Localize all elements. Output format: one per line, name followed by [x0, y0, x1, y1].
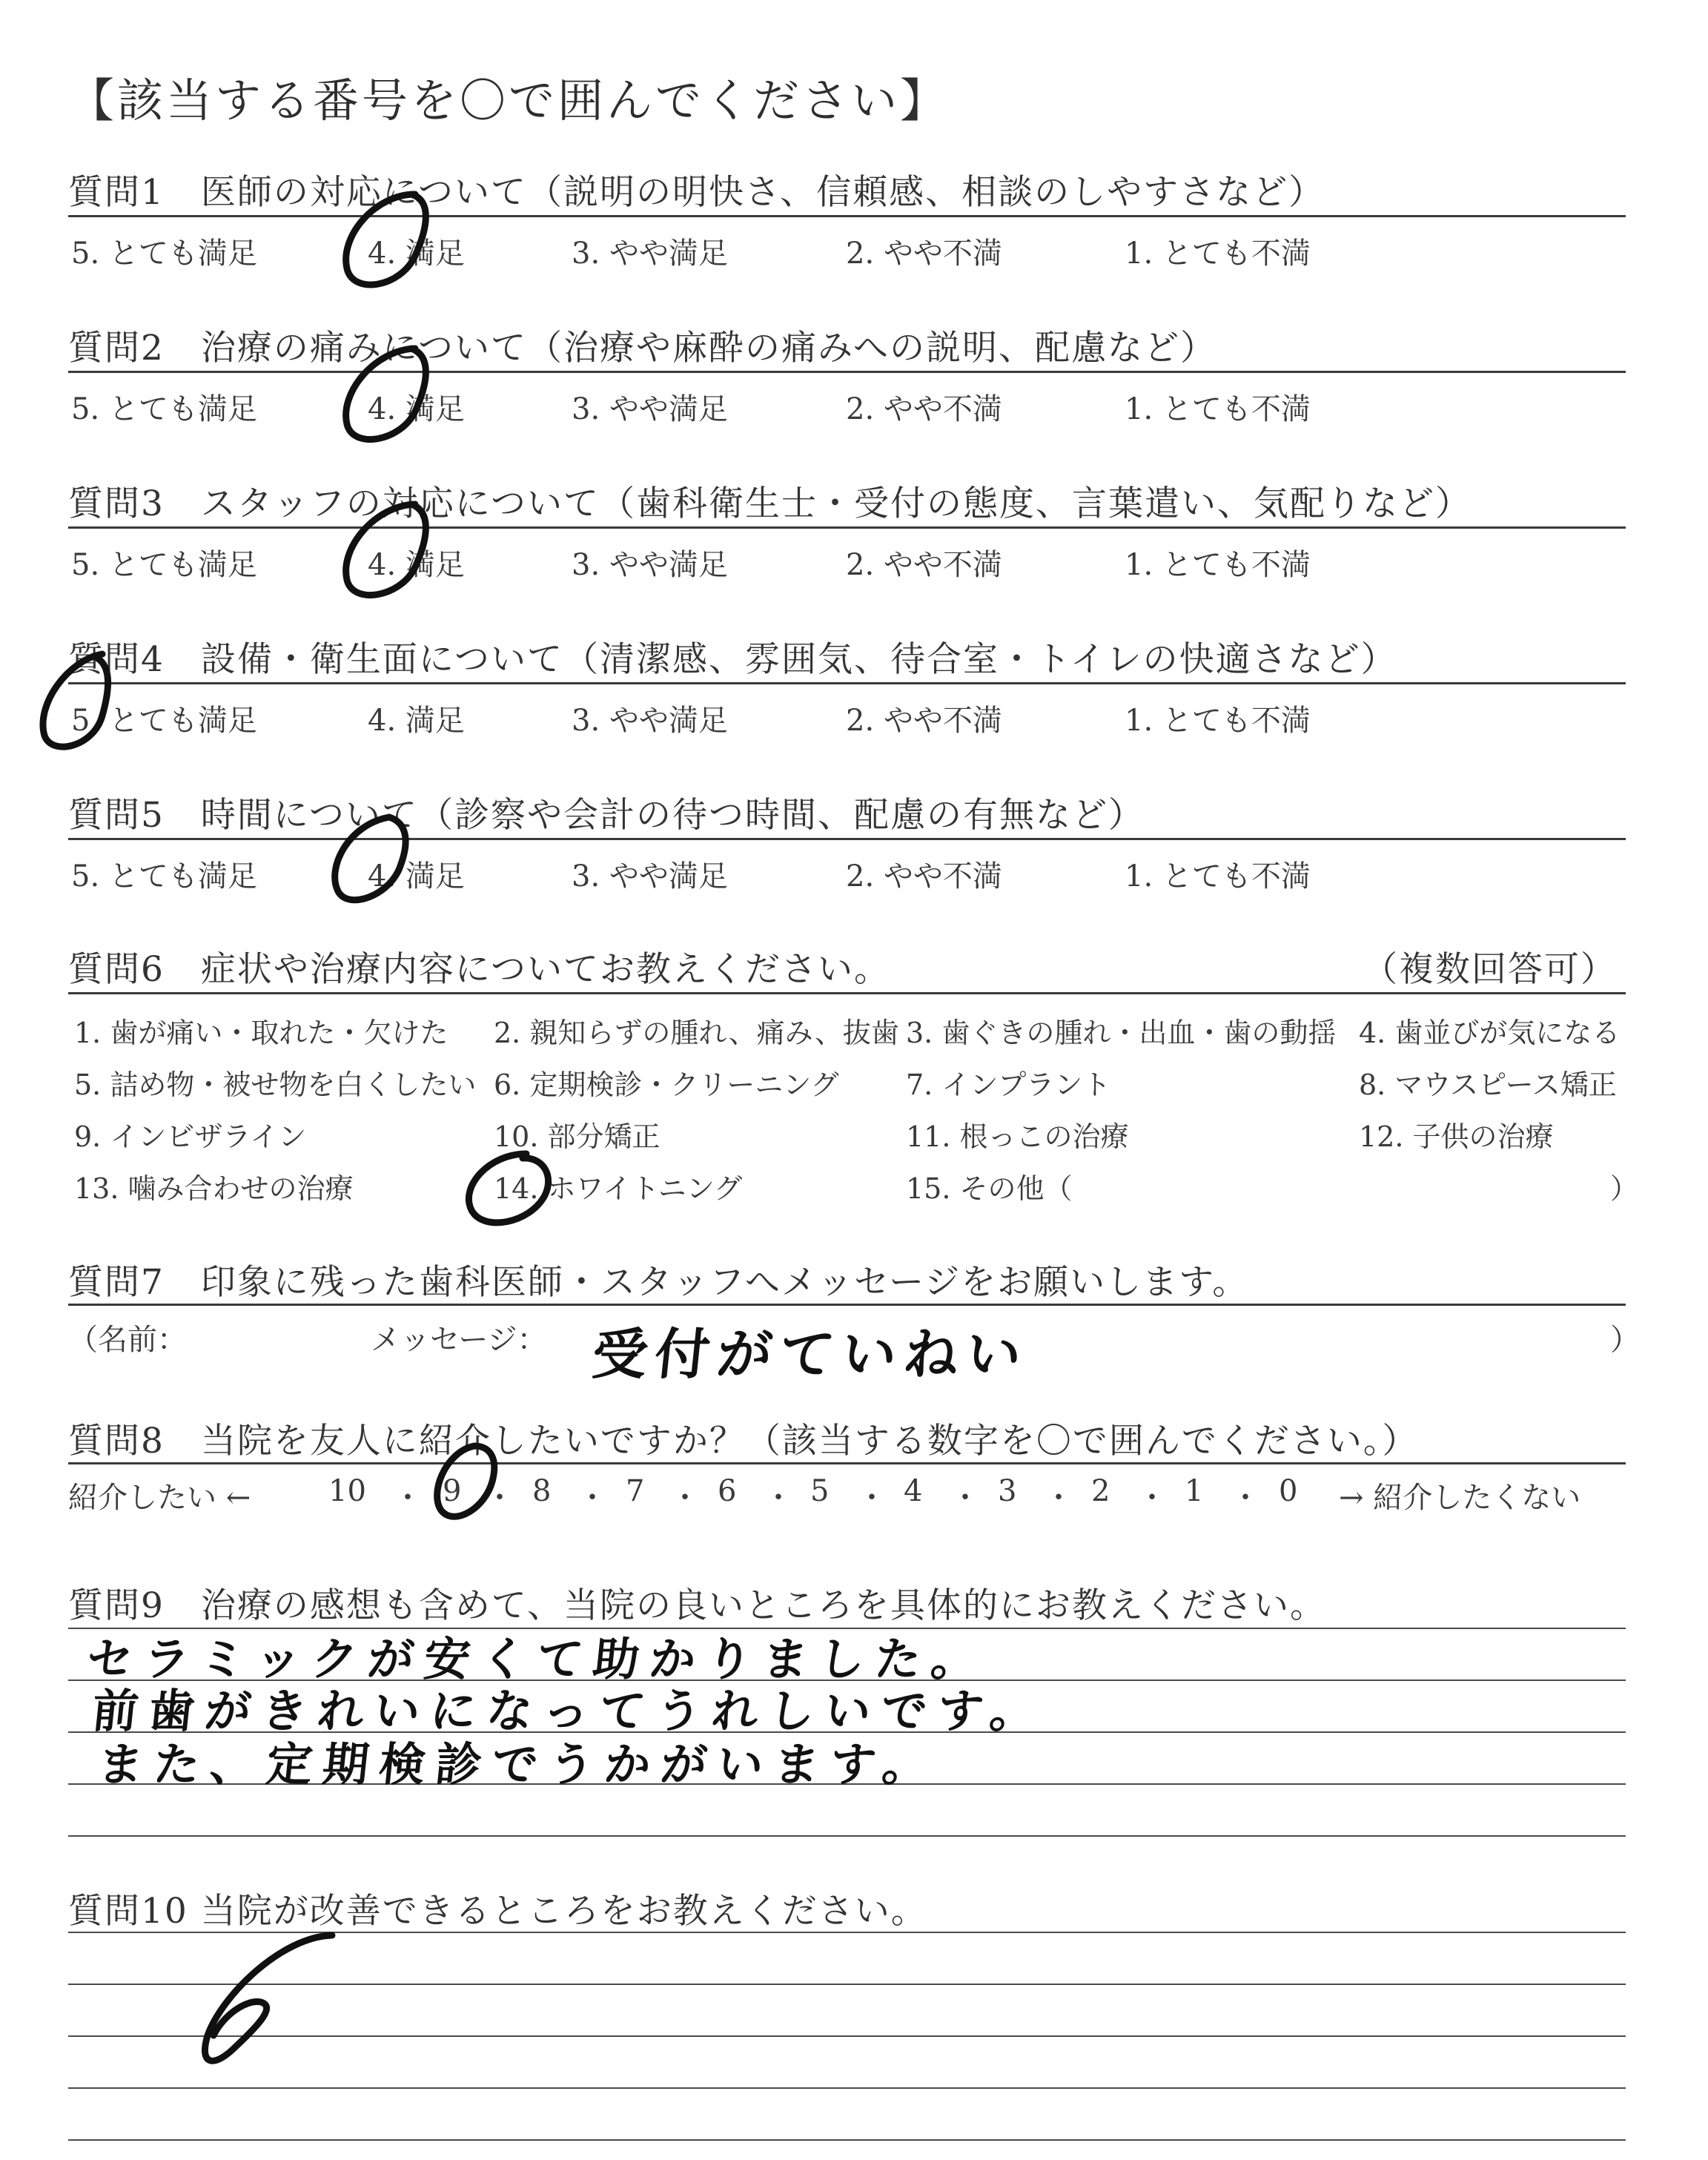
scale-dot: ・ [764, 1481, 793, 1515]
rating-option-4[interactable]: 4. 満足 [368, 859, 465, 894]
scale-2[interactable]: 2 [1091, 1474, 1110, 1508]
scale-0[interactable]: 0 [1279, 1474, 1298, 1508]
scale-3[interactable]: 3 [998, 1474, 1017, 1508]
handwritten-answer-line-1: セラミックが安くて助かりました。 [84, 1632, 991, 1686]
question-1-label: 質問1 医師の対応について（説明の明快さ、信頼感、相談のしやすさなど） [68, 172, 1325, 213]
rating-option-1[interactable]: 1. とても不満 [1125, 237, 1311, 271]
rating-option-5[interactable]: 5. とても満足 [71, 237, 257, 271]
rating-option-2[interactable]: 2. やや不満 [846, 859, 1002, 894]
scale-10[interactable]: 10 [328, 1474, 366, 1508]
rating-option-1[interactable]: 1. とても不満 [1125, 859, 1311, 894]
symptom-option-5[interactable]: 5. 詰め物・被せ物を白くしたい [74, 1069, 477, 1101]
scale-dot: ・ [950, 1481, 980, 1515]
symptom-option-14[interactable]: 14. ホワイトニング [494, 1172, 743, 1205]
symptom-option-15[interactable]: 15. その他（ [906, 1172, 1073, 1205]
question-8-rule [68, 1462, 1626, 1464]
form-title: 【該当する番号を〇で囲んでください】 [68, 73, 950, 128]
symptom-other-close-paren: ） [1610, 1172, 1639, 1205]
rating-option-3[interactable]: 3. やや満足 [572, 859, 728, 894]
scale-left-label: 紹介したい ← [68, 1481, 251, 1515]
scale-dot: ・ [577, 1481, 607, 1515]
message-field-label: メッセージ： [371, 1323, 547, 1357]
rating-option-3[interactable]: 3. やや満足 [572, 392, 728, 426]
symptom-option-4[interactable]: 4. 歯並びが気になる [1359, 1017, 1621, 1049]
rating-option-5[interactable]: 5. とても満足 [71, 392, 257, 426]
stroke-mark-q10 [205, 1935, 332, 2061]
answer-line [68, 2035, 1626, 2037]
rating-option-5[interactable]: 5. とても満足 [71, 859, 257, 894]
question-6-note: （複数回答可） [1363, 949, 1617, 990]
question-7-rule [68, 1304, 1626, 1306]
rating-option-5[interactable]: 5. とても満足 [71, 704, 257, 738]
rating-option-2[interactable]: 2. やや不満 [846, 392, 1002, 426]
scale-5[interactable]: 5 [810, 1474, 830, 1508]
scale-dot: ・ [670, 1481, 700, 1515]
scale-1[interactable]: 1 [1185, 1474, 1204, 1508]
message-close-paren: ） [1610, 1323, 1640, 1357]
question-1-rule [68, 215, 1626, 217]
symptom-option-6[interactable]: 6. 定期検診・クリーニング [494, 1069, 839, 1101]
answer-line [68, 1932, 1626, 1933]
question-4-label: 質問4 設備・衛生面について（清潔感、雰囲気、待合室・トイレの快適さなど） [68, 639, 1397, 680]
rating-option-5[interactable]: 5. とても満足 [71, 548, 257, 582]
question-4-rule [68, 682, 1626, 684]
symptom-option-7[interactable]: 7. インプラント [906, 1069, 1111, 1101]
scale-dot: ・ [393, 1481, 423, 1515]
name-field-label: （名前： [68, 1323, 187, 1357]
rating-option-2[interactable]: 2. やや不満 [846, 704, 1002, 738]
answer-line [68, 2139, 1626, 2141]
answer-line [68, 2087, 1626, 2089]
rating-option-4[interactable]: 4. 満足 [368, 548, 465, 582]
scale-4[interactable]: 4 [904, 1474, 923, 1508]
question-10-label: 質問10 当院が改善できるところをお教えください。 [68, 1891, 927, 1932]
scale-7[interactable]: 7 [626, 1474, 645, 1508]
rating-option-2[interactable]: 2. やや不満 [846, 237, 1002, 271]
rating-option-1[interactable]: 1. とても不満 [1125, 392, 1311, 426]
handwritten-answer-line-2: 前歯がきれいになってうれしいです。 [89, 1684, 1050, 1738]
rating-option-1[interactable]: 1. とても不満 [1125, 548, 1311, 582]
rating-option-2[interactable]: 2. やや不満 [846, 548, 1002, 582]
rating-option-1[interactable]: 1. とても不満 [1125, 704, 1311, 738]
answer-line [68, 1835, 1626, 1837]
symptom-option-12[interactable]: 12. 子供の治療 [1359, 1120, 1554, 1153]
handwritten-message: 受付がていねい [589, 1323, 1032, 1387]
answer-line [68, 1984, 1626, 1985]
scale-dot: ・ [1137, 1481, 1167, 1515]
question-6-label: 質問6 症状や治療内容についてお教えください。 [68, 949, 890, 990]
symptom-option-13[interactable]: 13. 噛み合わせの治療 [74, 1172, 354, 1205]
question-7-label: 質問7 印象に残った歯科医師・スタッフへメッセージをお願いします。 [68, 1262, 1249, 1303]
question-2-label: 質問2 治療の痛みについて（治療や麻酔の痛みへの説明、配慮など） [68, 328, 1217, 369]
handwritten-answer-line-3: また、定期検診でうかがいます。 [94, 1737, 942, 1791]
rating-option-3[interactable]: 3. やや満足 [572, 237, 728, 271]
rating-option-4[interactable]: 4. 満足 [368, 392, 465, 426]
symptom-option-8[interactable]: 8. マウスピース矯正 [1359, 1069, 1617, 1101]
scale-right-label: → 紹介したくない [1339, 1481, 1581, 1515]
question-5-rule [68, 838, 1626, 840]
rating-option-3[interactable]: 3. やや満足 [572, 548, 728, 582]
scale-8[interactable]: 8 [532, 1474, 552, 1508]
symptom-option-11[interactable]: 11. 根っこの治療 [906, 1120, 1129, 1153]
scale-9[interactable]: 9 [443, 1474, 462, 1508]
scale-dot: ・ [857, 1481, 887, 1515]
symptom-option-2[interactable]: 2. 親知らずの腫れ、痛み、抜歯 [494, 1017, 899, 1049]
question-9-label: 質問9 治療の感想も含めて、当院の良いところを具体的にお教えください。 [68, 1585, 1326, 1626]
question-3-rule [68, 526, 1626, 529]
symptom-option-1[interactable]: 1. 歯が痛い・取れた・欠けた [74, 1017, 448, 1049]
symptom-option-10[interactable]: 10. 部分矯正 [494, 1120, 661, 1153]
scale-dot: ・ [1231, 1481, 1260, 1515]
question-5-label: 質問5 時間について（診察や会計の待つ時間、配慮の有無など） [68, 795, 1145, 836]
question-2-rule [68, 371, 1626, 373]
symptom-option-3[interactable]: 3. 歯ぐきの腫れ・出血・歯の動揺 [906, 1017, 1337, 1049]
scale-dot: ・ [485, 1481, 514, 1515]
symptom-option-9[interactable]: 9. インビザライン [74, 1120, 307, 1153]
scale-6[interactable]: 6 [718, 1474, 737, 1508]
question-3-label: 質問3 スタッフの対応について（歯科衛生士・受付の態度、言葉遣い、気配りなど） [68, 483, 1472, 524]
scale-dot: ・ [1044, 1481, 1073, 1515]
question-6-rule [68, 992, 1626, 994]
question-8-label: 質問8 当院を友人に紹介したいですか？（該当する数字を〇で囲んでください。） [68, 1421, 1419, 1462]
rating-option-3[interactable]: 3. やや満足 [572, 704, 728, 738]
rating-option-4[interactable]: 4. 満足 [368, 237, 465, 271]
rating-option-4[interactable]: 4. 満足 [368, 704, 465, 738]
